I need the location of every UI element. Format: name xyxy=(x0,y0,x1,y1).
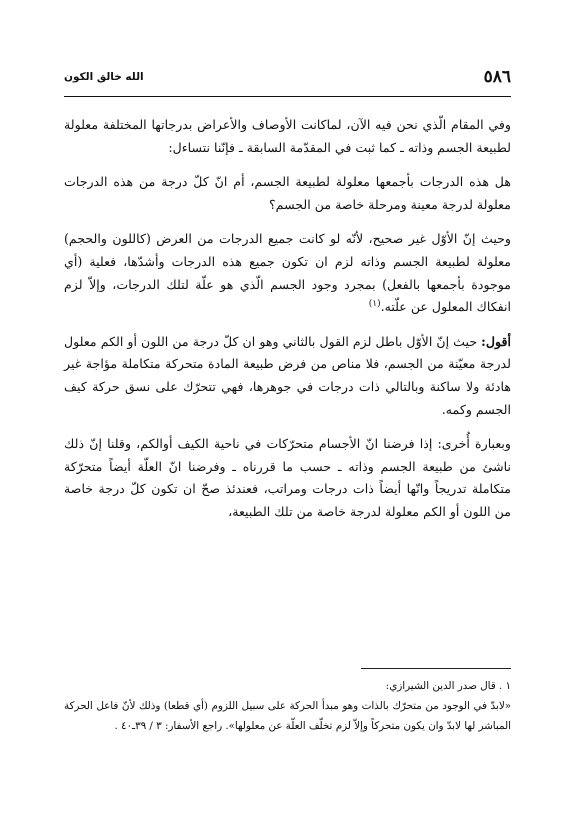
paragraph-text: هل هذه الدرجات بأجمعها معلولة لطبيعة الجسم، أم انّ كلّ درجة من هذه الدرجات معلولة لدرجة معينة ومرحلة خاصة من الجسم؟ xyxy=(64,174,511,212)
footnote-line: ١ . قال صدر الدين الشيرازي: xyxy=(385,680,511,692)
paragraph xyxy=(64,171,511,216)
paragraph xyxy=(64,433,511,523)
paragraph-text: حيث إنّ الأوّل باطل لزم القول بالثاني وهو ان كلّ درجة من اللون أو الكم معلول لدرجة معيّنة من الجسم، فلا مناص من فرض طبيعة المادة متحركة متكاملة مؤاجة غير هادئة ولا ساكنة وبالتالي ذات درجات في جوهرها، فهي تتحرّك على نسق حركة كيف الجسم وكمه. xyxy=(64,333,511,417)
footnote-line: «لابدّ في الوجود من متحرّك بالذات وهو مبدأ الحركة على سبيل اللزوم (أي قطعا) وذلك لأنّ فاعل الحركة المباشر لها لابدّ وان يكون متحركاً وإلاّ لزم تخلّف العلّة عن معلولها». راجع الأسفار: ٣ / ٣٩ـ٤٠ . xyxy=(64,700,511,732)
footnote-marker: (١) xyxy=(368,298,381,309)
header-divider xyxy=(64,96,511,97)
paragraph-text: وفي المقام الّذي نحن فيه الآن، لماكانت الأوصاف والأعراض بدرجاتها المختلفة معلولة لطبيعة الجسم وذاته ـ كما ثبت في المقدّمة السابقة ـ فإنّنا نتساءل: xyxy=(64,117,511,155)
footnote-divider xyxy=(361,668,511,669)
paragraph-text: وحيث إنّ الأوّل غير صحيح، لأنّه لو كانت جميع الدرجات من العرض (كاللون والحجم) معلولة لطبيعة الجسم وذاته لزم ان تكون جميع هذه الدرجات وأشدّها، فعلية (أي موجودة بأجمعها بالفعل) بمجرد وجود الجسم الّذي هو علّة لتلك الدرجات، وإلاّ لزم انفكاك المعلول عن علّته. xyxy=(64,231,511,315)
paragraph-text: وبعبارة أُخرى: إذا فرضنا انّ الأجسام متحرّكات في ناحية الكيف أوالكم، وقلنا إنّ ذلك ناشئ من طبيعة الجسم وذاته ـ حسب ما قررناه ـ وفرضنا انّ العلّة أيضاً متحرّكة متكاملة تدريجاً وانّها أيضاً ذات درجات ومراتب، فعندئذ صحّ ان تكون كلّ درجة خاصة من اللون أو الكم معلولة لدرجة خاصة من تلك الطبيعة، xyxy=(64,436,511,519)
paragraph-lead-word: أقول: xyxy=(481,333,511,349)
paragraph xyxy=(64,114,511,159)
paragraph xyxy=(64,228,511,318)
page-number: ٥٨٦ xyxy=(483,67,511,87)
paragraph xyxy=(64,331,511,421)
footnotes xyxy=(64,676,511,736)
main-text xyxy=(64,114,511,536)
running-title: الله خالق الكون xyxy=(64,71,144,83)
page-header xyxy=(64,66,511,88)
